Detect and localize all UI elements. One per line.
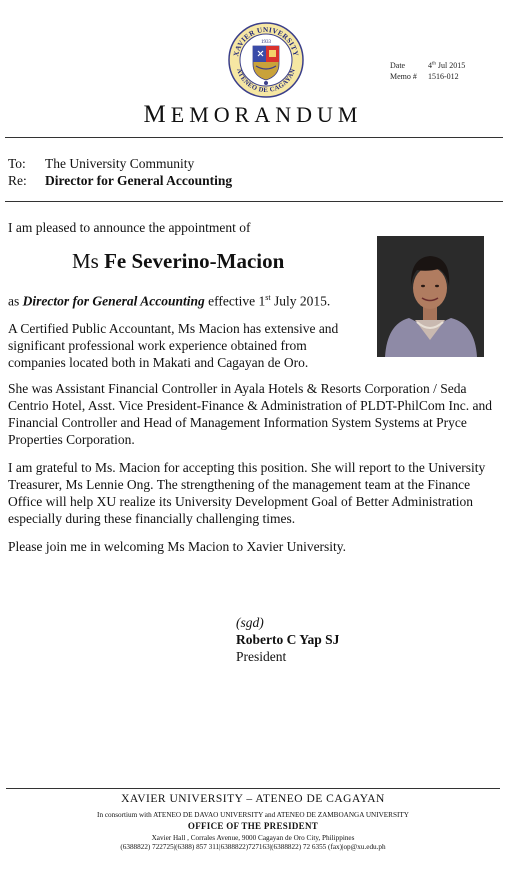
memo-meta [390, 58, 465, 82]
divider-top [5, 137, 503, 138]
university-seal-logo [228, 22, 304, 98]
background-line: Properties Corporation. [8, 432, 135, 447]
to-value: The University Community [45, 156, 195, 171]
to-line [8, 156, 194, 172]
background-line: Financial Controller and Head of Management Information System Systems at Pryce [8, 415, 467, 430]
footer-divider [6, 788, 500, 789]
footer-contact: (6388822) 722725|(6388) 857 311|6388822)727163|(6388822) 72 6355 (fax)|op@xu.edu.ph [120, 843, 386, 851]
divider-bottom [5, 201, 503, 202]
seal-top-text: XAVIER UNIVERSITY [232, 25, 300, 58]
signatory-name: Roberto C Yap SJ [236, 632, 340, 647]
memo-title: MEMORANDUM [143, 101, 363, 128]
date-label: Date [390, 60, 406, 70]
footer-university: XAVIER UNIVERSITY – ATENEO DE CAGAYAN [121, 793, 385, 805]
footer-consortium: In consortium with ATENEO DE DAVAO UNIVERSITY and ATENEO DE ZAMBOANGA UNIVERSITY [97, 811, 409, 819]
gratitude-line: especially during these financially challenging times. [8, 511, 296, 526]
paragraph-gratitude [8, 459, 485, 527]
role-post: July 2015. [273, 293, 331, 309]
gratitude-line: I am grateful to Ms. Macion for accepting this position. She will report to the University [8, 460, 486, 475]
paragraph-background [8, 380, 492, 448]
name-text: Fe Severino-Macion [104, 249, 285, 273]
role-pre: as [8, 293, 20, 309]
re-value: Director for General Accounting [45, 173, 233, 188]
to-label: To: [8, 156, 26, 171]
memo-label: Memo # [390, 71, 417, 81]
date-value: 4th Jul 2015 [428, 60, 466, 70]
appointee-photo [377, 236, 484, 357]
seal-year-text: 1933 [261, 40, 271, 45]
role-line [8, 289, 330, 310]
seal-bottom-text: ATENEO DE CAGAYAN [234, 67, 298, 95]
re-label: Re: [8, 173, 27, 188]
role-sup: st [265, 293, 271, 302]
role-mid: effective 1 [208, 293, 266, 309]
paragraph-experience [8, 320, 338, 371]
gratitude-line: Treasurer, Ms Lennie Ong. The strengthening of the management team at the Finance [8, 477, 471, 492]
name-prefix: Ms [72, 249, 99, 273]
experience-line: A Certified Public Accountant, Ms Macion has extensive and [8, 321, 339, 336]
signatory-title: President [236, 649, 287, 664]
experience-line: significant professional work experience obtained from [8, 338, 307, 353]
closing-text: Please join me in welcoming Ms Macion to Xavier University. [8, 539, 347, 554]
gratitude-line: Office will help XU realize its University Development Goal of Better Administration [8, 494, 474, 509]
footer-address: Xavier Hall , Corrales Avenue, 9000 Cagayan de Oro City, Philippines [151, 834, 355, 842]
footer-office: OFFICE OF THE PRESIDENT [187, 821, 319, 831]
role-title: Director for General Accounting [22, 293, 205, 309]
background-line: She was Assistant Financial Controller in Ayala Hotels & Resorts Corporation / Seda [8, 381, 467, 396]
signature-block [236, 614, 339, 665]
appointee-name [72, 249, 284, 274]
experience-line: companies located both in Makati and Cagayan de Oro. [8, 355, 309, 370]
sgd-mark: (sgd) [236, 615, 264, 630]
background-line: Centrio Hotel, Asst. Vice President-Finance & Administration of PLDT-PhilCom Inc. and [8, 398, 493, 413]
re-line [8, 173, 232, 189]
portrait-illustration [377, 236, 484, 357]
intro-text: I am pleased to announce the appointment of [8, 220, 251, 235]
memo-value: 1516-012 [428, 71, 459, 81]
